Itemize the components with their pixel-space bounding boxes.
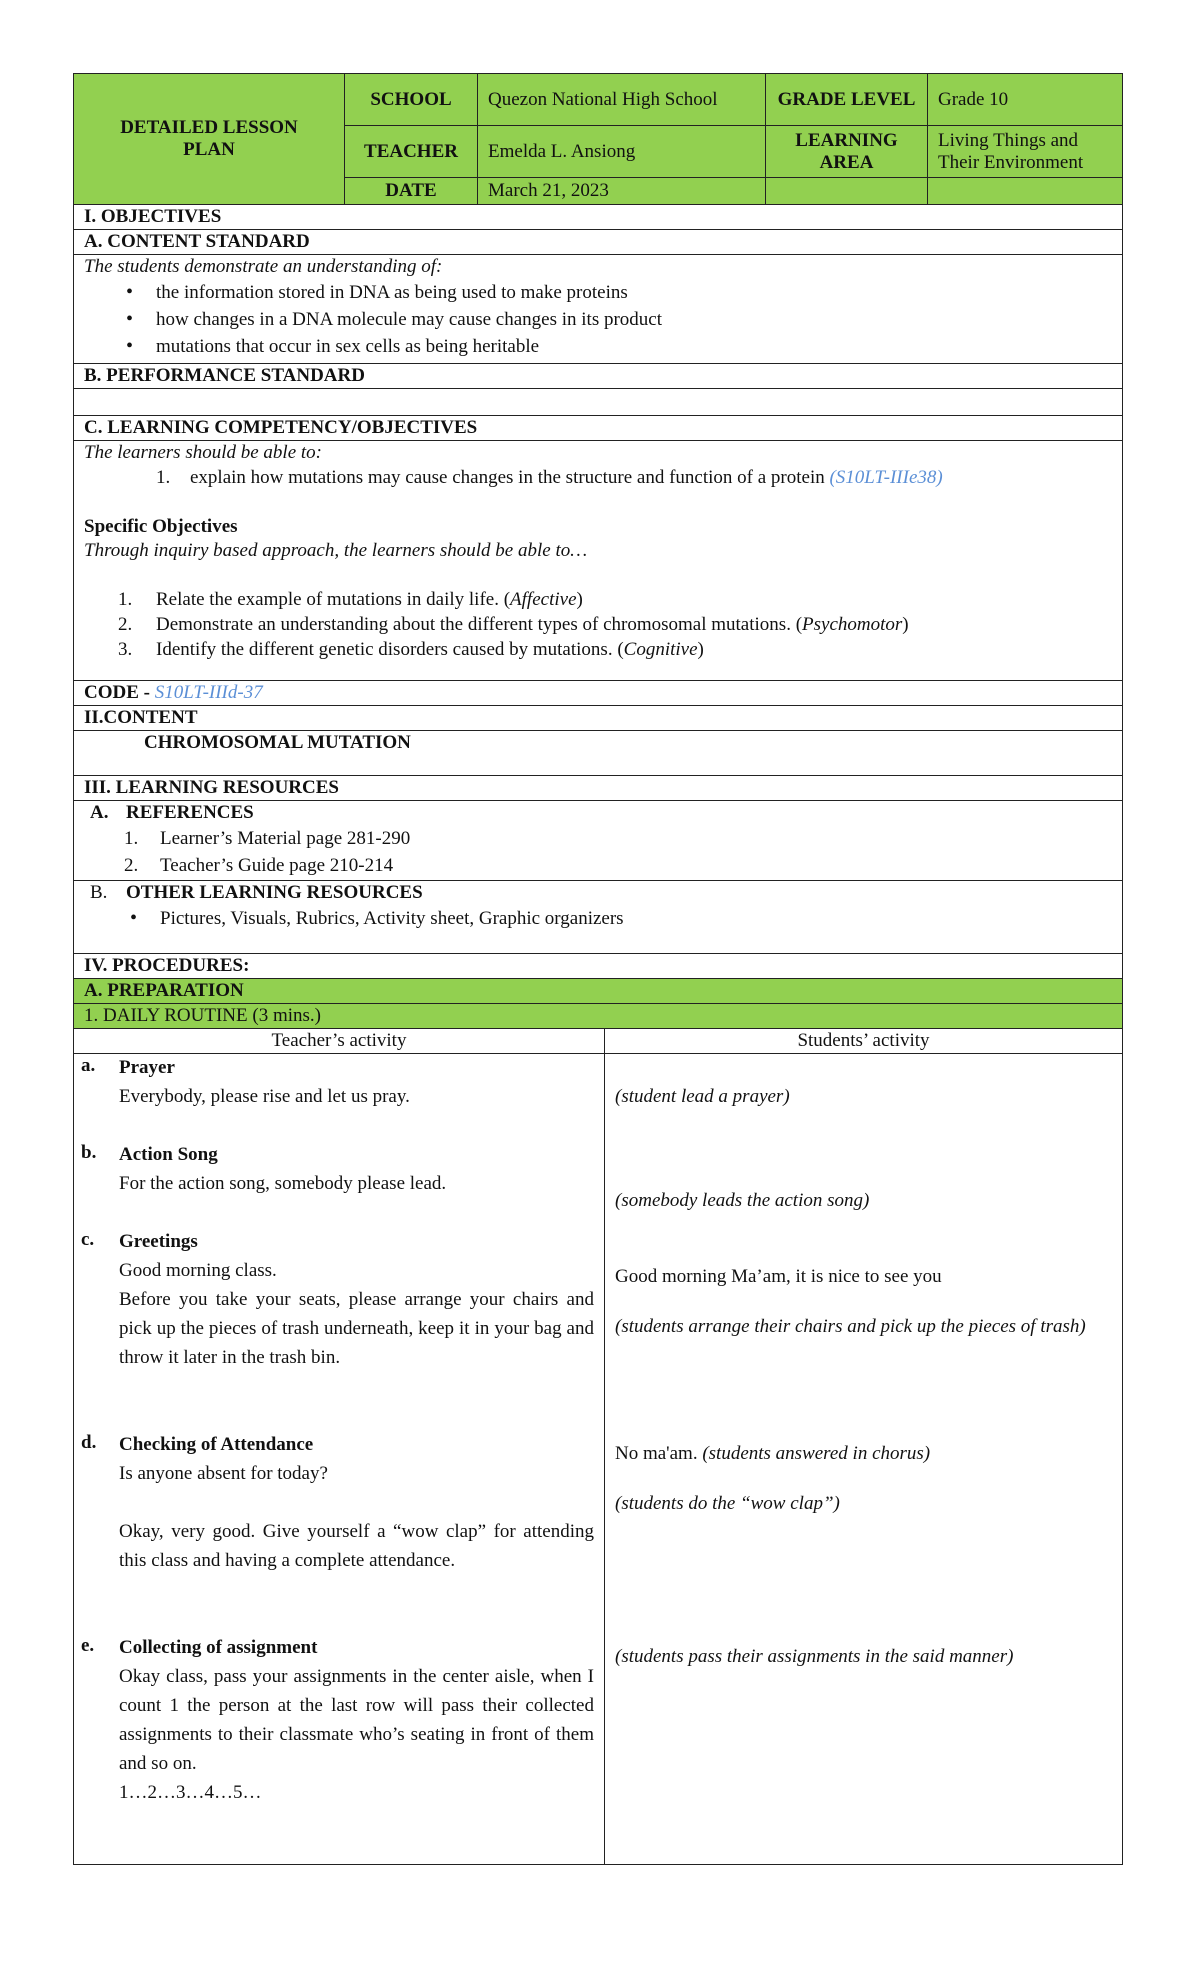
other-resources-list	[84, 905, 1112, 932]
content-heading: II.CONTENT	[74, 706, 1122, 731]
school-label: SCHOOL	[345, 74, 478, 126]
content-topic: CHROMOSOMAL MUTATION	[144, 732, 411, 753]
procedures-heading: IV. PROCEDURES:	[74, 954, 1122, 979]
specific-objectives-intro: Through inquiry based approach, the learners should be able to…	[84, 540, 588, 561]
references-list	[84, 825, 1112, 879]
competency-number: 1.	[156, 467, 171, 488]
performance-standard-body	[74, 389, 1122, 416]
content-standard-heading: A. CONTENT STANDARD	[74, 230, 1122, 255]
content-standard-list	[84, 279, 1112, 360]
routine-item-song	[81, 1141, 594, 1198]
item-text: Good morning class.	[119, 1260, 277, 1281]
other-letter: B.	[90, 882, 108, 903]
list-item: • the information stored in DNA as being used to make proteins	[156, 279, 1112, 306]
student-response-song: (somebody leads the action song)	[615, 1190, 870, 1211]
area-label: LEARNING AREA	[766, 126, 928, 178]
teacher-column-header: Teacher’s activity	[74, 1029, 605, 1054]
school-value: Quezon National High School	[478, 74, 766, 126]
area-value: Living Things and Their Environment	[928, 126, 1122, 178]
list-number: 1.	[124, 828, 139, 849]
date-label: DATE	[345, 178, 478, 204]
empty-cell	[766, 178, 928, 204]
content-body	[74, 731, 1122, 776]
plan-title: DETAILED LESSON PLAN	[74, 74, 345, 204]
list-item	[118, 637, 1112, 662]
student-activity-column	[605, 1054, 1122, 1864]
item-letter: b.	[81, 1142, 97, 1163]
routine-item-attendance	[81, 1431, 594, 1575]
objectives-heading: I. OBJECTIVES	[74, 205, 1122, 230]
teacher-activity-column	[74, 1054, 605, 1864]
list-item	[118, 587, 1112, 612]
item-text: Okay class, pass your assignments in the center aisle, when I count 1 the person at the last row will pass their collected assignments to their classmate who’s seating in front of them and so on.	[119, 1666, 594, 1774]
reference-text: Teacher’s Guide page 210-214	[160, 855, 394, 876]
objective-close: )	[697, 639, 704, 660]
code-label: CODE -	[84, 682, 155, 703]
objective-text: Relate the example of mutations in daily life. (	[156, 589, 511, 610]
resources-heading: III. LEARNING RESOURCES	[74, 776, 1122, 801]
list-item	[124, 852, 1112, 879]
competency-item	[84, 465, 1112, 491]
item-title: Checking of Attendance	[119, 1434, 314, 1455]
grade-value: Grade 10	[928, 74, 1122, 126]
item-text: Before you take your seats, please arrange your chairs and pick up the pieces of trash underneath, keep it in your bag and throw it later in the trash bin.	[119, 1289, 594, 1368]
item-title: Prayer	[119, 1057, 175, 1078]
routine-item-greetings	[81, 1228, 594, 1372]
references-heading: REFERENCES	[126, 802, 254, 823]
list-number: 3.	[118, 639, 133, 660]
item-letter: a.	[81, 1055, 96, 1076]
item-text: Everybody, please rise and let us pray.	[119, 1086, 410, 1107]
list-item	[124, 825, 1112, 852]
references-heading-line	[84, 801, 1112, 825]
competency-text: explain how mutations may cause changes in the structure and function of a protein	[190, 467, 825, 488]
teacher-value: Emelda L. Ansiong	[478, 126, 766, 178]
references-letter: A.	[90, 802, 109, 823]
specific-objectives-list	[84, 587, 1112, 662]
routine-item-prayer	[81, 1054, 594, 1111]
other-resources-block	[74, 881, 1122, 954]
objective-domain: Cognitive	[623, 639, 698, 660]
list-item: • how changes in a DNA molecule may cause changes in its product	[156, 306, 1112, 333]
code-value: S10LT-IIId-37	[154, 682, 263, 703]
teacher-label: TEACHER	[345, 126, 478, 178]
item-letter: e.	[81, 1635, 95, 1656]
list-number: 1.	[118, 589, 133, 610]
item-text: For the action song, somebody please lead.	[119, 1173, 447, 1194]
item-title: Collecting of assignment	[119, 1637, 318, 1658]
other-heading: OTHER LEARNING RESOURCES	[126, 882, 423, 903]
item-title: Action Song	[119, 1144, 218, 1165]
other-heading-line	[84, 881, 1112, 905]
list-number: 2.	[124, 855, 139, 876]
item-text: Is anyone absent for today?	[119, 1463, 328, 1484]
objective-text: Identify the different genetic disorders caused by mutations. (	[156, 639, 624, 660]
lesson-plan-document	[73, 73, 1123, 1865]
absent-note: (students answered in chorus)	[702, 1443, 931, 1464]
routine-item-assignment	[81, 1634, 594, 1807]
activity-grid	[74, 1029, 1122, 1864]
competency-body	[74, 441, 1122, 681]
grade-label: GRADE LEVEL	[766, 74, 928, 126]
item-text: 1…2…3…4…5…	[119, 1782, 262, 1803]
student-response-clap: (students do the “wow clap”)	[615, 1493, 840, 1514]
student-response-greet: Good morning Ma’am, it is nice to see you	[615, 1266, 942, 1287]
preparation-heading: A. PREPARATION	[74, 979, 1122, 1004]
student-column-header: Students’ activity	[605, 1029, 1122, 1054]
absent-answer: No ma'am.	[615, 1443, 703, 1464]
competency-heading: C. LEARNING COMPETENCY/OBJECTIVES	[74, 416, 1122, 441]
objective-close: )	[902, 614, 909, 635]
content-standard-body	[74, 255, 1122, 364]
list-item: • mutations that occur in sex cells as being heritable	[156, 333, 1112, 360]
date-value: March 21, 2023	[478, 178, 766, 204]
student-response-pass: (students pass their assignments in the said manner)	[615, 1646, 1014, 1667]
references-block	[74, 801, 1122, 881]
student-response-arrange: (students arrange their chairs and pick up the pieces of trash)	[615, 1316, 1086, 1337]
header-table	[74, 74, 1122, 205]
routine-heading: 1. DAILY ROUTINE (3 mins.)	[74, 1004, 1122, 1029]
objective-close: )	[576, 589, 583, 610]
student-response-absent	[615, 1441, 1112, 1467]
item-letter: d.	[81, 1432, 97, 1453]
code-row	[74, 681, 1122, 706]
competency-code: (S10LT-IIIe38)	[829, 467, 943, 488]
item-title: Greetings	[119, 1231, 198, 1252]
list-item: • Pictures, Visuals, Rubrics, Activity sheet, Graphic organizers	[160, 905, 1112, 932]
student-response-prayer: (student lead a prayer)	[615, 1086, 790, 1107]
objective-domain: Affective	[510, 589, 577, 610]
objective-domain: Psychomotor	[802, 614, 903, 635]
item-letter: c.	[81, 1229, 95, 1250]
performance-standard-heading: B. PERFORMANCE STANDARD	[74, 364, 1122, 389]
empty-cell	[928, 178, 1122, 204]
list-number: 2.	[118, 614, 133, 635]
competency-intro: The learners should be able to:	[84, 442, 323, 463]
activity-table	[74, 1029, 1122, 1864]
reference-text: Learner’s Material page 281-290	[160, 828, 411, 849]
specific-objectives-heading: Specific Objectives	[84, 516, 238, 537]
item-text: Okay, very good. Give yourself a “wow clap” for attending this class and having a complete attendance.	[119, 1521, 594, 1571]
content-standard-intro: The students demonstrate an understanding of:	[84, 256, 443, 277]
list-item	[118, 612, 1112, 637]
objective-text: Demonstrate an understanding about the different types of chromosomal mutations. (	[156, 614, 803, 635]
